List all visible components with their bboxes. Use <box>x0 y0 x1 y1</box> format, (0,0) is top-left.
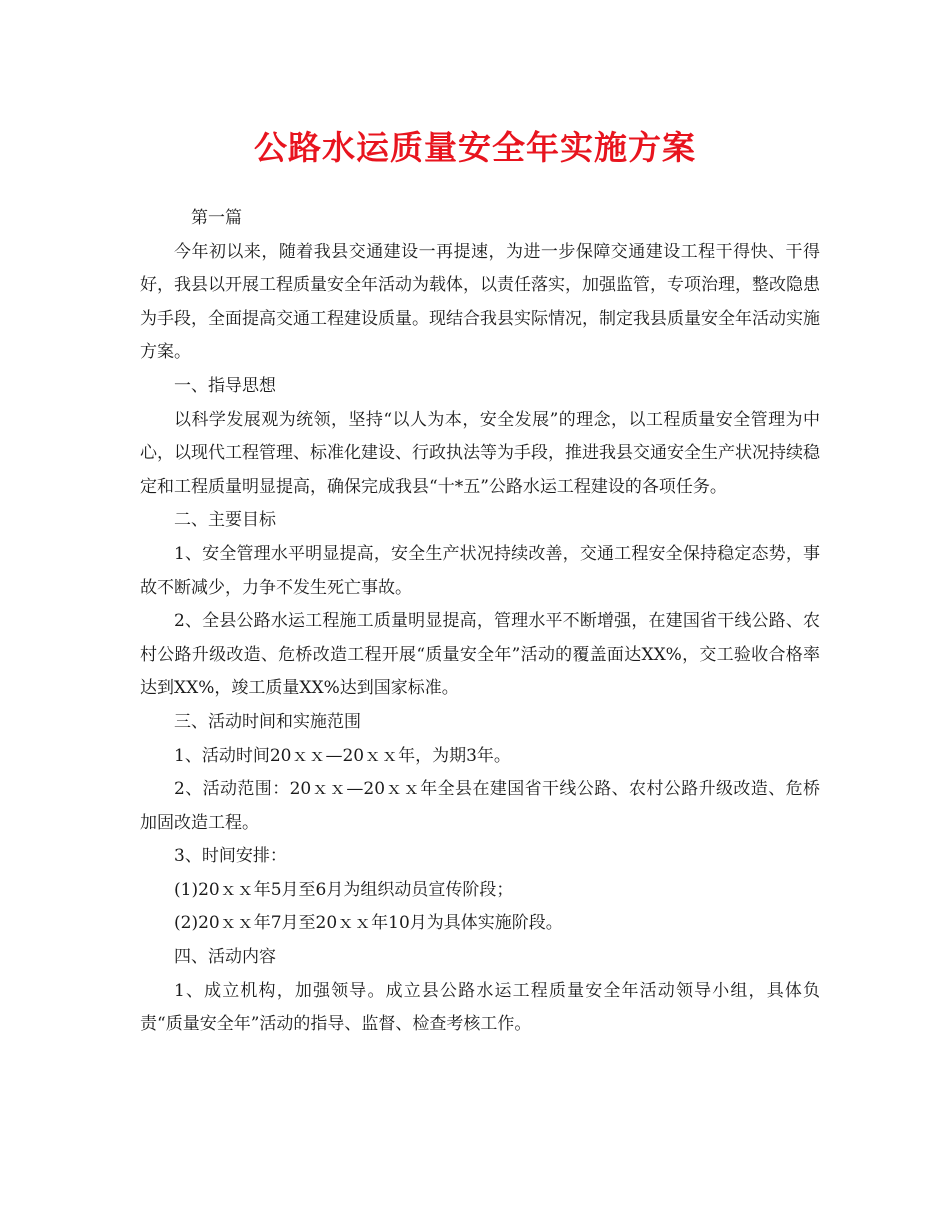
schedule-item-2: (2)20ｘｘ年7月至20ｘｘ年10月为具体实施阶段。 <box>174 913 563 934</box>
goal-item-2: 2、全县公路水运工程施工质量明显提高，管理水平不断增强，在建国省干线公路、农村公路升级改造、危桥改造工程开展“质量安全年”活动的覆盖面达XX%，交工验收合格率达到XX%，竣工质量XX%达到国家标准。 <box>140 611 820 699</box>
heading-main-goals: 二、主要目标 <box>174 510 276 531</box>
heading-time-scope: 三、活动时间和实施范围 <box>174 711 361 732</box>
document-body <box>140 202 820 1042</box>
heading-guiding-ideology: 一、指导思想 <box>174 375 276 396</box>
schedule-item-1: (1)20ｘｘ年5月至6月为组织动员宣传阶段； <box>174 879 514 900</box>
guiding-ideology-paragraph: 以科学发展观为统领，坚持“以人为本，安全发展”的理念，以工程质量安全管理为中心，以现代工程管理、标准化建设、行政执法等为手段，推进我县交通安全生产状况持续稳定和工程质量明显提高，确保完成我县“十*五”公路水运工程建设的各项任务。 <box>140 409 820 497</box>
activity-item-1: 1、成立机构，加强领导。成立县公路水运工程质量安全年活动领导小组，具体负责“质量安全年”活动的指导、监督、检查考核工作。 <box>140 980 820 1035</box>
heading-activity-content: 四、活动内容 <box>174 947 276 968</box>
intro-paragraph: 今年初以来，随着我县交通建设一再提速，为进一步保障交通建设工程干得快、干得好，我县以开展工程质量安全年活动为载体，以责任落实，加强监管，专项治理，整改隐患为手段，全面提高交通工程建设质量。现结合我县实际情况，制定我县质量安全年活动实施方案。 <box>140 241 820 363</box>
time-scope-item-1: 1、活动时间20ｘｘ—20ｘｘ年，为期3年。 <box>174 745 511 766</box>
time-scope-item-3: 3、时间安排： <box>174 846 287 867</box>
section-label-first: 第一篇 <box>191 208 242 228</box>
goal-item-1: 1、安全管理水平明显提高，安全生产状况持续改善，交通工程安全保持稳定态势，事故不断减少，力争不发生死亡事故。 <box>140 543 820 598</box>
document-title: 公路水运质量安全年实施方案 <box>254 128 696 167</box>
time-scope-item-2: 2、活动范围：20ｘｘ—20ｘｘ年全县在建国省干线公路、农村公路升级改造、危桥加固改造工程。 <box>140 779 820 833</box>
